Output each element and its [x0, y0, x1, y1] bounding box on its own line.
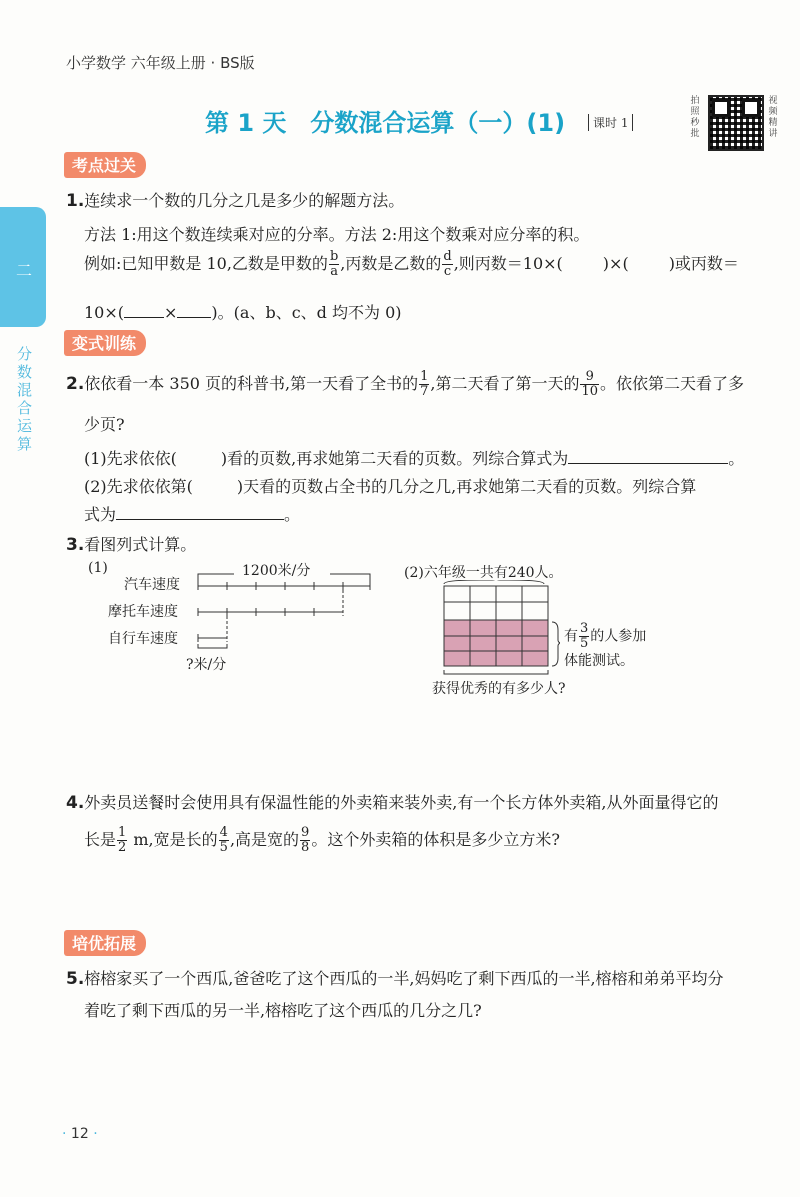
bicycle-brace	[198, 644, 227, 648]
fraction: $\frac{4}{5}$	[219, 825, 228, 855]
grid-question: 获得优秀的有多少人?	[432, 681, 566, 697]
q2-sub1: (1)先求依依( )看的页数,再求她第二天看的页数。列综合算式为 。	[84, 449, 745, 468]
fraction: $\frac{9}{10}$	[581, 369, 599, 399]
q2-sub2-line2: 式为 。	[84, 505, 301, 524]
q5-line2: 着吃了剩下西瓜的另一半,榕榕吃了这个西瓜的几分之几?	[84, 1001, 482, 1020]
answer-blank[interactable]	[568, 449, 728, 464]
unknown-speed: ?米/分	[186, 657, 227, 673]
section-badge-basics: 考点过关	[64, 152, 146, 178]
q3-title: 3.看图列式计算。	[66, 535, 197, 555]
row-label-motorcycle: 摩托车速度	[108, 604, 178, 620]
answer-blank[interactable]	[124, 303, 164, 318]
lesson-title: 第 1 天 分数混合运算（一）(1)	[205, 109, 566, 137]
chapter-unit: 分数混合运算	[17, 345, 33, 453]
section-badge-variants: 变式训练	[64, 330, 146, 356]
q3-part1-label: (1)	[88, 560, 108, 576]
section-badge-extension: 培优拓展	[64, 930, 146, 956]
fraction: $\frac{9}{8}$	[301, 825, 310, 855]
q1-methods: 方法 1:用这个数连续乘对应的分率。方法 2:用这个数乘对应分率的积。	[84, 225, 590, 244]
segment-diagram	[190, 560, 380, 660]
fraction: $\frac{b}{a}$	[329, 249, 339, 279]
q3-part2-label: (2)六年级一共有240人。	[404, 565, 563, 581]
lesson-tag: 课时 1	[588, 114, 633, 131]
q2-line2: 少页?	[84, 415, 125, 434]
q1-text: 连续求一个数的几分之几是多少的解题方法。	[84, 191, 405, 210]
fraction: $\frac{3}{5}$	[580, 621, 589, 651]
speed-label: 1200米/分	[242, 563, 311, 579]
qr-code-icon[interactable]	[708, 95, 764, 151]
q1-number: 1.	[66, 191, 85, 211]
grid-note-line2: 体能测试。	[564, 653, 634, 669]
q4-line2: 长是 $\frac{1}{2}$ m,宽是长的 $\frac{4}{5}$ ,高是宽的 $\frac{9}{8}$ 。这个外卖箱的体积是多少立方米?	[84, 825, 560, 855]
grid-diagram	[440, 580, 560, 690]
grid-note: 有 $\frac{3}{5}$ 的人参加	[564, 621, 647, 651]
fraction: $\frac{1}{2}$	[118, 825, 127, 855]
book-title: 小学数学 六年级上册 · BS版	[66, 54, 255, 72]
q4-line1: 4.外卖员送餐时会使用具有保温性能的外卖箱来装外卖,有一个长方体外卖箱,从外面量得它的	[66, 793, 719, 813]
answer-blank[interactable]	[116, 505, 284, 520]
row-label-bicycle: 自行车速度	[108, 631, 178, 647]
answer-blank[interactable]	[177, 303, 211, 318]
q1-title	[66, 188, 404, 211]
row-label-car: 汽车速度	[124, 577, 180, 593]
page-number: · 12 ·	[62, 1126, 98, 1142]
brace-left	[198, 574, 234, 582]
qr-right-label: 视频精讲	[768, 96, 778, 139]
q1-example: 例如:已知甲数是 10,乙数是甲数的 $\frac{b}{a}$ ,丙数是乙数的 $\frac{d}{c}$ ,则丙数＝10×( )×( )或丙数＝	[84, 249, 739, 279]
q5-line1: 5.榕榕家买了一个西瓜,爸爸吃了这个西瓜的一半,妈妈吃了剩下西瓜的一半,榕榕和弟弟平均分	[66, 969, 724, 989]
q2-line1: 2.依依看一本 350 页的科普书,第一天看了全书的 $\frac{1}{7}$ ,第二天看了第一天的 $\frac{9}{10}$ 。依依第二天看了多	[66, 369, 745, 399]
q2-sub2: (2)先求依依第( )天看的页数占全书的几分之几,再求她第二天看的页数。列综合算	[84, 477, 697, 496]
chapter-number: 二	[16, 261, 33, 280]
fraction: $\frac{d}{c}$	[443, 249, 452, 279]
fraction: $\frac{1}{7}$	[420, 369, 429, 399]
q1-example-line2: 10×( × )。(a、b、c、d 均不为 0)	[84, 303, 402, 322]
qr-left-label: 拍照秒批	[690, 96, 700, 139]
brace-right	[330, 574, 370, 582]
